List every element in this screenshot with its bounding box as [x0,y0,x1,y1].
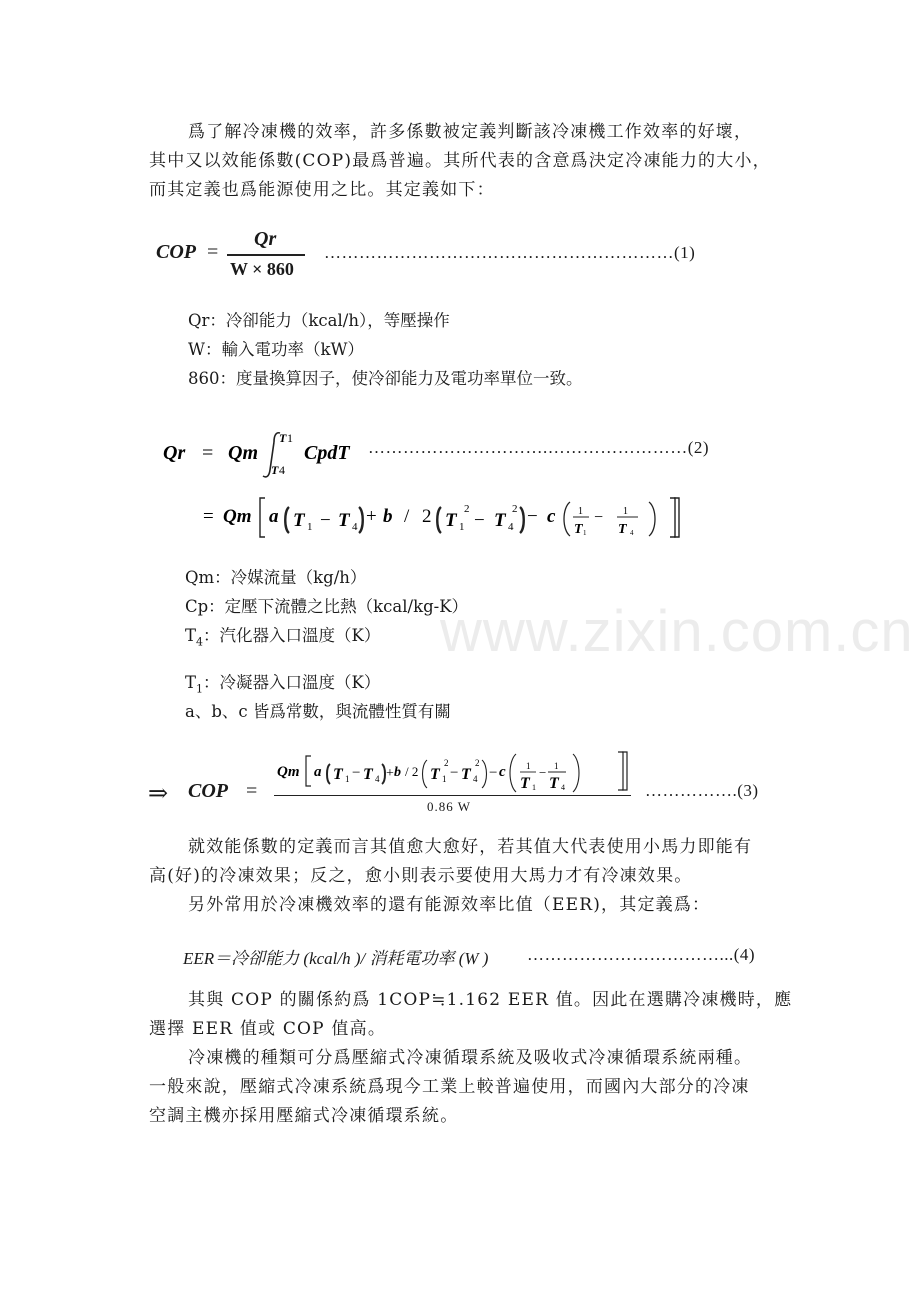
svg-text:2: 2 [444,758,449,768]
def-t1: $T_1$：冷凝器入口溫度（K） [185,673,381,696]
para3-line-5: 空調主機亦採用壓縮式冷凍循環系統。 [149,1106,459,1126]
eq4-number: ……………………………...(4) [527,945,756,964]
para2-line-1: 就效能係數的定義而言其值愈大愈好，若其值大代表使用小馬力即能有 [188,837,753,857]
para3-line-3: 冷凍機的種類可分爲壓縮式冷凍循環系統及吸收式冷凍循環系統兩種。 [188,1048,753,1068]
para2-line-2: 高(好)的冷凍效果；反之，愈小則表示要使用大馬力才有冷凍效果。 [149,866,693,886]
svg-text:+: + [366,506,377,527]
svg-text:1: 1 [583,529,587,537]
def-t4: $T_4$：汽化器入口溫度（K） [185,626,381,649]
svg-text:4: 4 [508,521,514,533]
eq1-fraction-bar [227,254,305,256]
eq1-equals: = [207,241,219,263]
svg-text:1: 1 [554,761,559,771]
svg-text:4: 4 [630,529,634,537]
intro-line-2: 其中又以效能係數(COP)最爲普遍。其所代表的含意爲決定冷凍能力的大小， [149,151,771,171]
svg-text:c: c [547,506,556,527]
svg-text:Qm: Qm [277,764,300,780]
eq2-number: ………………………….……………………(2) [368,438,710,457]
def-qm: Qm：冷媒流量（kg/h） [185,568,367,587]
svg-text:1: 1 [307,521,313,533]
svg-text:/ 2: / 2 [405,764,419,779]
eq1-lhs: COP [156,241,196,263]
intro-line-3: 而其定義也爲能源使用之比。其定義如下： [149,180,495,200]
svg-text:Qm: Qm [228,442,258,464]
eq3-arrow: ⇒ [148,779,169,807]
svg-text:T: T [293,510,305,531]
def-qr: Qr：冷卻能力（kcal/h），等壓操作 [188,311,450,330]
svg-text:T: T [574,522,583,537]
eq3-equals: = [246,780,258,802]
equation-1 [150,228,750,284]
eq3-denominator: 0.86 W [427,799,472,814]
svg-text:CpdT: CpdT [304,442,350,464]
svg-text:T: T [333,766,343,783]
def-860: 860：度量換算因子，使冷卻能力及電功率單位一致。 [188,369,583,388]
eq3-lhs: COP [188,780,228,802]
svg-text:+: + [386,766,394,781]
svg-text:a: a [314,764,322,780]
svg-text:a: a [269,506,279,527]
svg-text:4: 4 [473,774,478,784]
svg-text:Qm: Qm [223,506,252,527]
svg-text:1: 1 [442,774,447,784]
svg-text:4: 4 [279,463,285,477]
def-abc: a、b、c 皆爲常數，與流體性質有關 [185,702,451,721]
svg-text:4: 4 [375,774,380,784]
svg-text:T: T [338,510,350,531]
eq1-number: ……………………………………………………(1) [324,243,696,262]
svg-text:c: c [499,764,506,780]
svg-text:−: − [352,765,361,781]
svg-text:T: T [430,766,440,783]
eq3-number: …………….(3) [645,781,759,800]
intro-line-1: 爲了解冷凍機的效率，許多係數被定義判斷該冷凍機工作效率的好壞， [188,122,753,142]
eq1-numerator: Qr [254,228,277,250]
svg-text:2: 2 [422,506,432,527]
svg-text:2: 2 [512,503,518,515]
svg-text:−: − [489,765,498,781]
svg-text:−: − [539,765,547,780]
svg-text:−: − [474,510,485,531]
svg-text:4: 4 [561,783,565,792]
svg-text:1: 1 [459,521,465,533]
svg-text:1: 1 [578,506,583,517]
para3-line-2: 選擇 EER 值或 COP 值高。 [149,1019,387,1039]
svg-text:T: T [279,431,287,445]
def-cp: Cp：定壓下流體之比熱（kcal/kg-K） [185,597,469,616]
svg-text:/: / [404,506,410,527]
para3-line-1: 其與 COP 的關係約爲 1COP≒1.162 EER 值。因此在選購冷凍機時，應 [188,990,793,1010]
svg-text:−: − [594,509,604,526]
def-w: W：輸入電功率（kW） [188,340,364,359]
svg-text:2: 2 [475,758,480,768]
eq3-fraction-bar [274,795,631,796]
svg-text:T: T [618,522,627,537]
svg-text:1: 1 [623,506,628,517]
eq1-denominator: W × 860 [230,259,294,279]
watermark: www.zixin.com.cn [440,599,914,664]
svg-text:T: T [494,510,506,531]
svg-text:T: T [549,775,559,792]
svg-text:−: − [527,506,538,527]
svg-text:T: T [363,766,373,783]
svg-text:=: = [202,442,214,464]
para2-line-3: 另外常用於冷凍機效率的還有能源效率比值（EER)，其定義爲： [188,895,711,915]
svg-text:Qr: Qr [163,442,186,464]
svg-text:−: − [450,765,459,781]
svg-text:T: T [445,510,457,531]
svg-text:1: 1 [532,783,536,792]
svg-text:4: 4 [352,521,358,533]
svg-text:T: T [461,766,471,783]
svg-text:T: T [520,775,530,792]
svg-text:=: = [203,506,214,527]
svg-text:T: T [271,463,279,477]
svg-text:1: 1 [345,774,350,784]
para3-line-4: 一般來說，壓縮式冷凍系統爲現今工業上較普遍使用，而國內大部分的冷凍 [149,1077,750,1097]
eq4-definition: EER＝冷卻能力 (kcal/h )/ 消耗電功率 (W ) [183,949,489,968]
svg-text:b: b [383,506,393,527]
svg-text:2: 2 [464,503,470,515]
svg-text:−: − [320,510,331,531]
svg-text:b: b [394,765,401,780]
svg-text:1: 1 [526,761,531,771]
svg-text:1: 1 [287,431,293,445]
